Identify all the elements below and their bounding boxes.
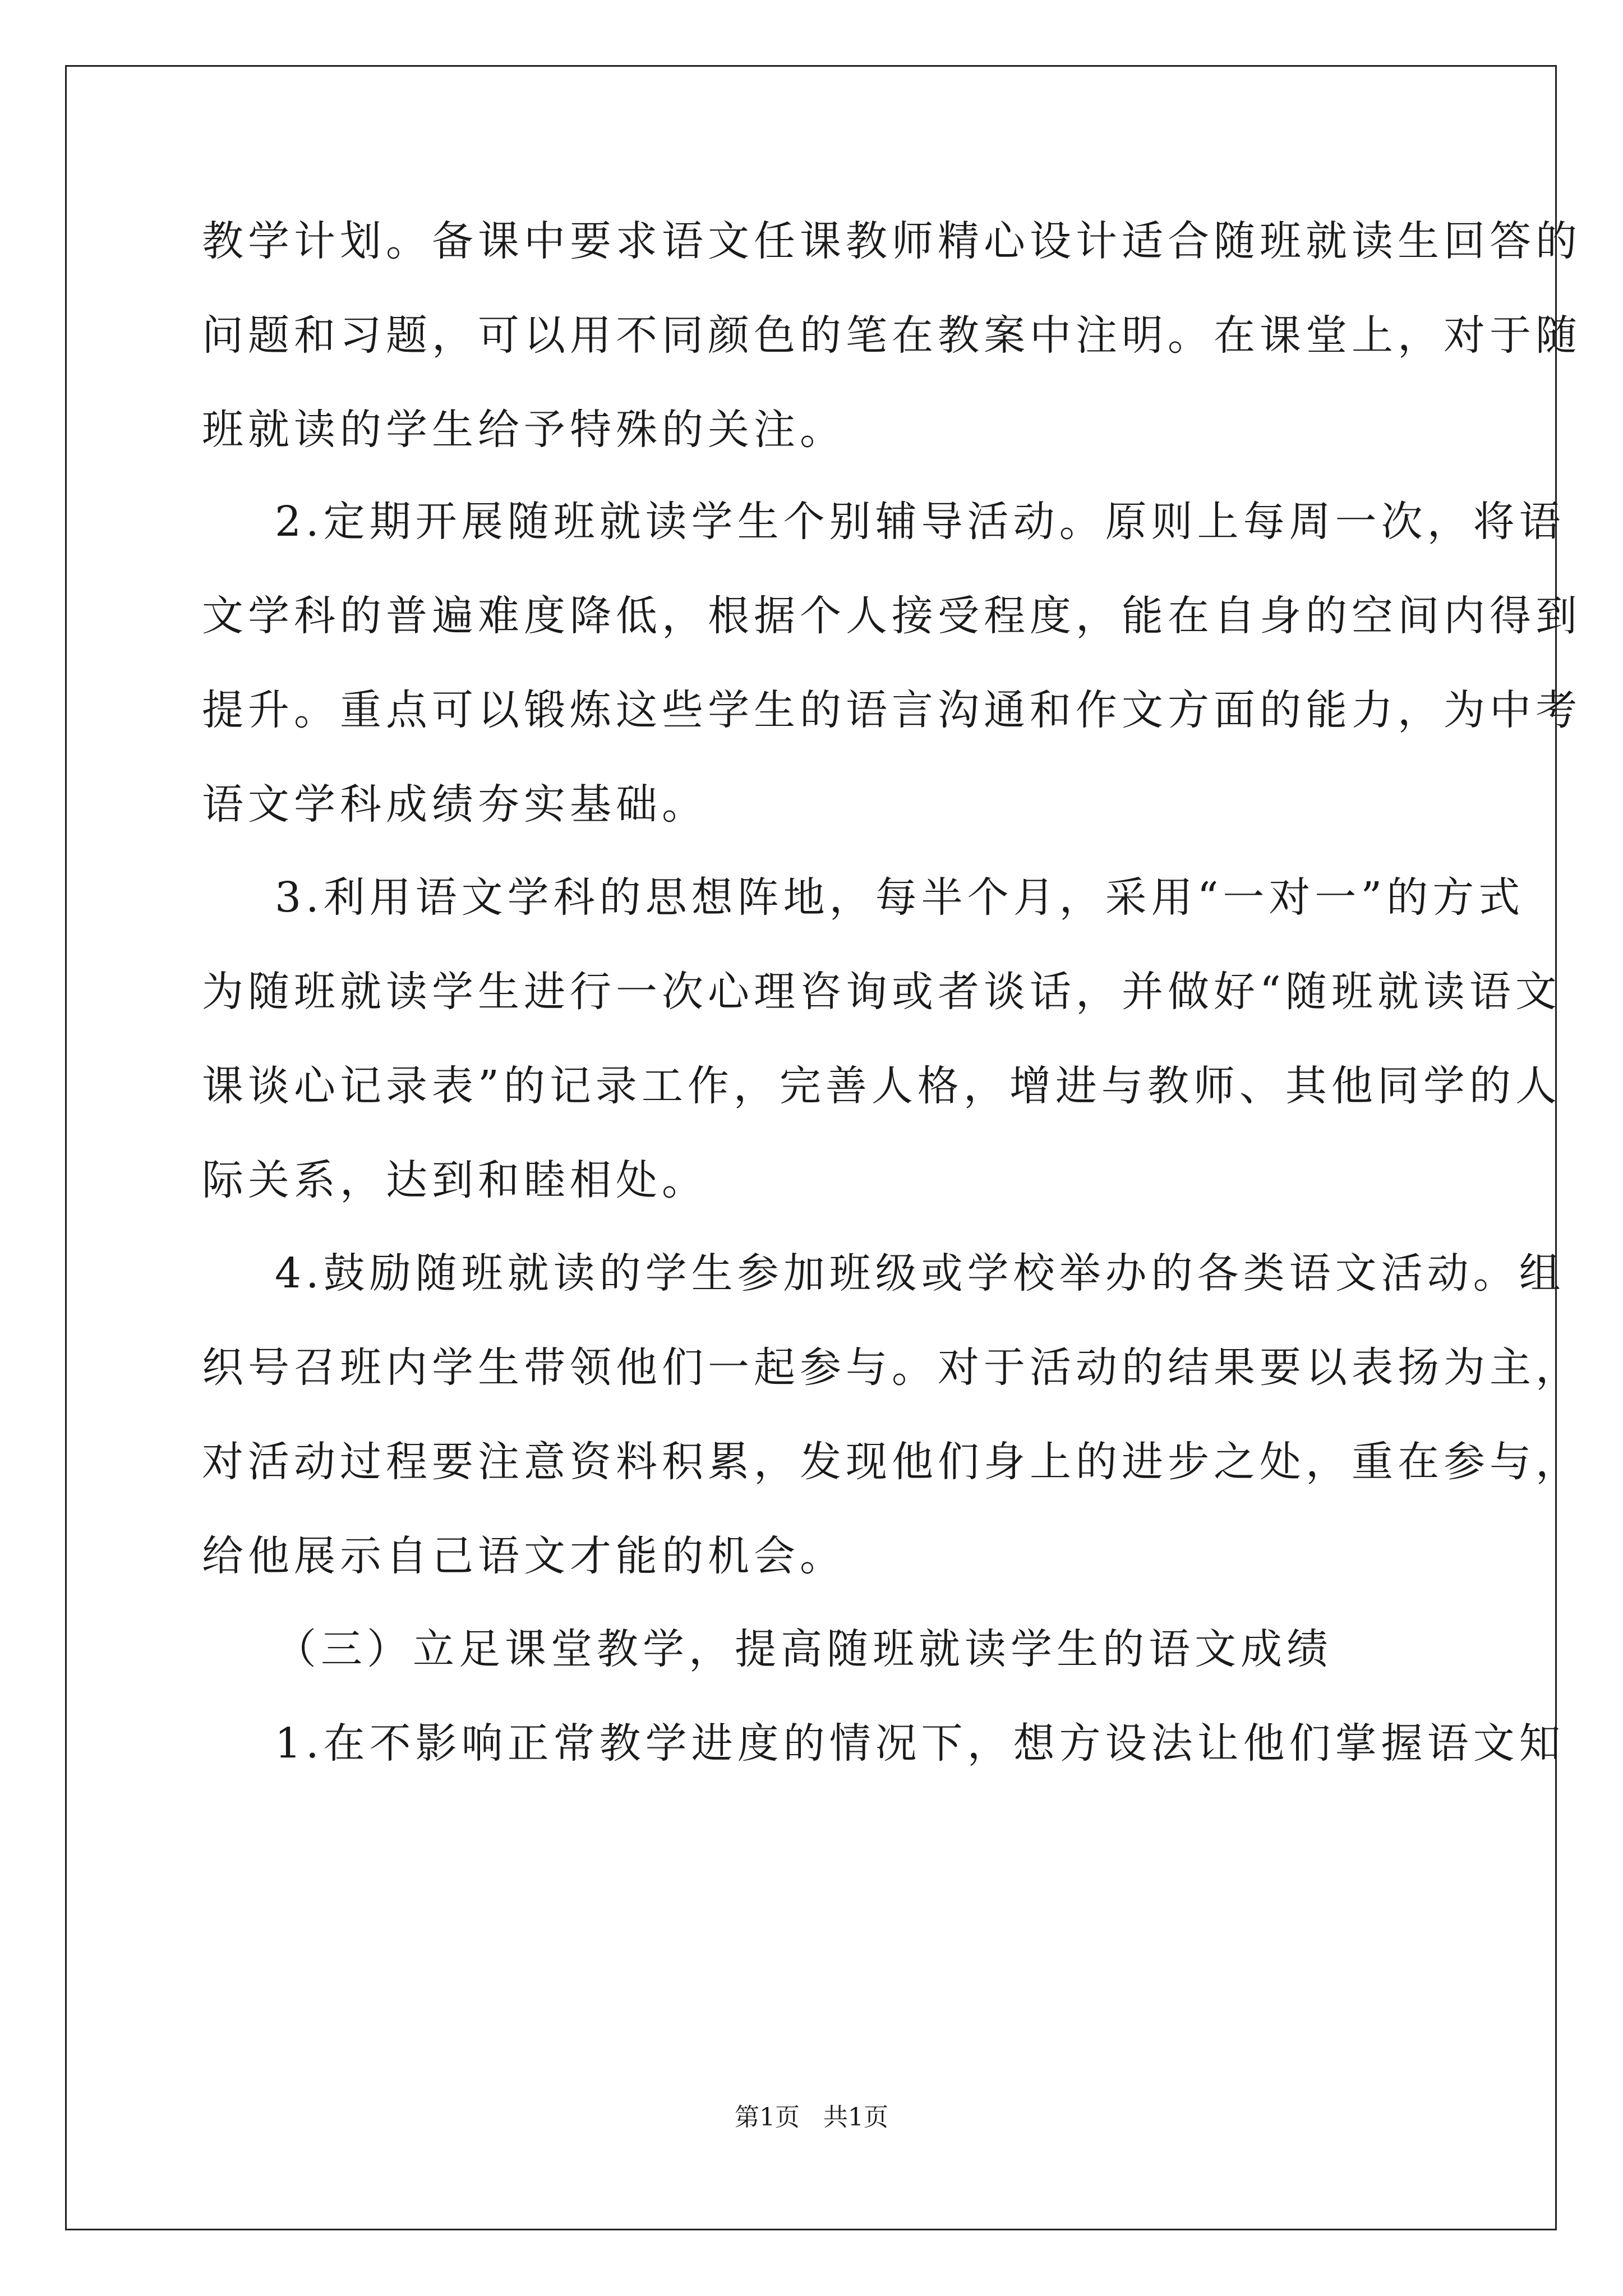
text-line: 1.在不影响正常教学进度的情况下，想方设法让他们掌握语文知 — [275, 1719, 1565, 1768]
text-line: 教学计划。备课中要求语文任课教师精心设计适合随班就读生回答的 — [202, 217, 1581, 265]
text-line: 班就读的学生给予特殊的关注。 — [202, 406, 846, 454]
page-number-footer: 第1页 共1页 — [735, 2103, 888, 2132]
text-line: 为随班就读学生进行一次心理咨询或者谈话，并做好“随班就读语文 — [202, 968, 1561, 1016]
text-line: 给他展示自己语文才能的机会。 — [202, 1532, 846, 1580]
text-line: 语文学科成绩夯实基础。 — [202, 780, 708, 829]
text-line: 课谈心记录表”的记录工作，完善人格，增进与教师、其他同学的人 — [202, 1062, 1561, 1110]
section-heading: （三）立足课堂教学，提高随班就读学生的语文成绩 — [275, 1625, 1332, 1673]
text-line: 文学科的普遍难度降低，根据个人接受程度，能在自身的空间内得到 — [202, 592, 1581, 640]
text-line: 提升。重点可以锻炼这些学生的语言沟通和作文方面的能力，为中考 — [202, 686, 1581, 734]
text-line: 对活动过程要注意资料积累，发现他们身上的进步之处，重在参与， — [202, 1438, 1581, 1486]
text-line: 际关系，达到和睦相处。 — [202, 1156, 708, 1204]
text-line: 问题和习题，可以用不同颜色的笔在教案中注明。在课堂上，对于随 — [202, 311, 1581, 360]
text-line: 4.鼓励随班就读的学生参加班级或学校举办的各类语文活动。组 — [275, 1249, 1565, 1297]
text-line: 织号召班内学生带领他们一起参与。对于活动的结果要以表扬为主， — [202, 1343, 1581, 1392]
text-line: 2.定期开展随班就读学生个别辅导活动。原则上每周一次，将语 — [275, 498, 1565, 546]
page-border — [65, 65, 1581, 2230]
text-line: 3.利用语文学科的思想阵地，每半个月，采用“一对一”的方式 — [275, 873, 1525, 922]
